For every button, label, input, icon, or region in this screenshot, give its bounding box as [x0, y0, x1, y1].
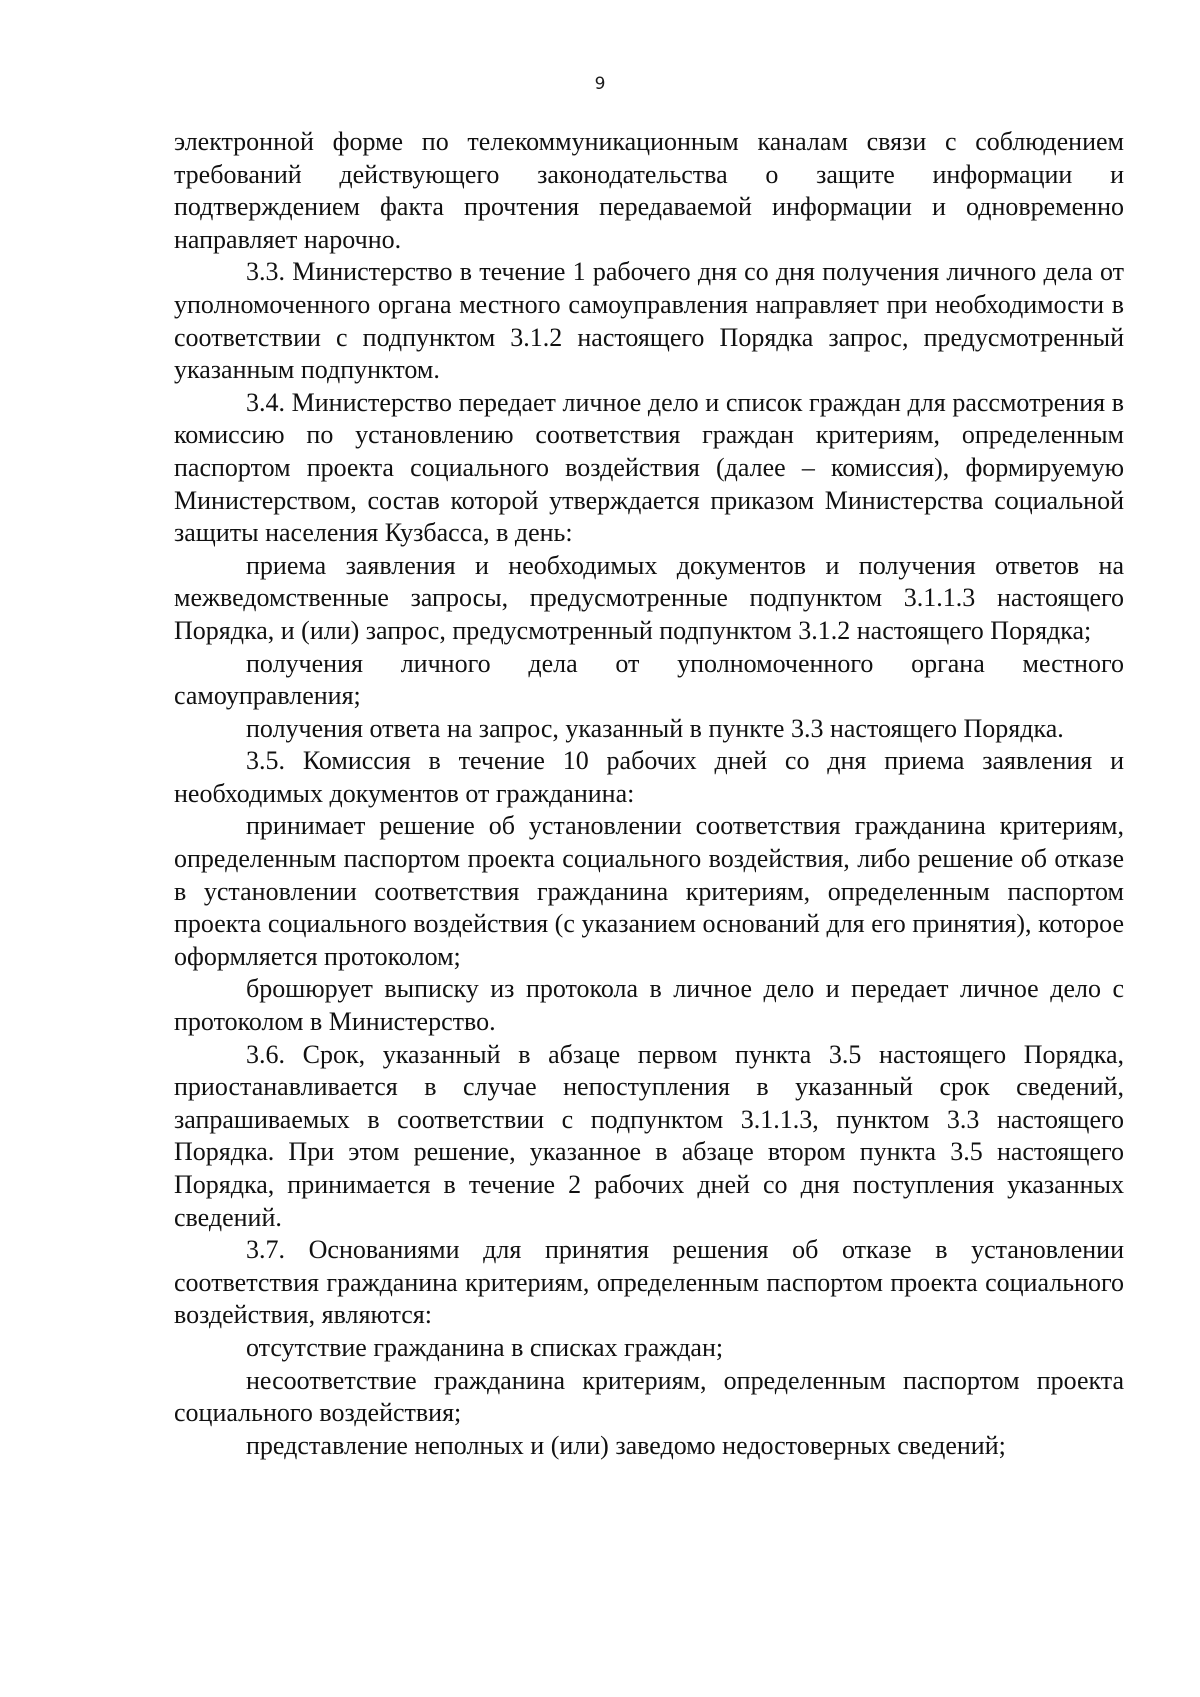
paragraph-continuation: электронной форме по телекоммуникационным каналам связи с соблюдением требований действующего законодательства о защите информации и подтверждением факта прочтения передаваемой информации и одновременно направляет нарочно. [174, 127, 1124, 254]
page-number: 9 [594, 74, 606, 94]
paragraph-3-5: 3.5. Комиссия в течение 10 рабочих дней со дня приема заявления и необходимых документов от гражданина: [174, 746, 1124, 808]
document-body [174, 126, 1124, 1462]
paragraph-3-4: 3.4. Министерство передает личное дело и список граждан для рассмотрения в комиссию по установлению соответствия граждан критериям, определенным паспортом проекта социального воздействия (далее – комиссия), формируемую Министерством, состав которой утверждается приказом Министерства социальной защиты населения Кузбасса, в день: [174, 387, 1124, 548]
paragraph-3-7-item-2: несоответствие гражданина критериям, определенным паспортом проекта социального воздействия; [174, 1365, 1124, 1428]
paragraph-3-4-item-1: приема заявления и необходимых документов и получения ответов на межведомственные запросы, предусмотренные подпунктом 3.1.1.3 настоящего Порядка, и (или) запрос, предусмотренный подпунктом 3.1.2 настоящего Порядка; [174, 550, 1124, 645]
paragraph-3-4-item-3: получения ответа на запрос, указанный в пункте 3.3 настоящего Порядка. [246, 713, 1064, 743]
paragraph-3-7-item-3: представление неполных и (или) заведомо недостоверных сведений; [246, 1430, 1006, 1460]
paragraph-3-4-item-2: получения личного дела от уполномоченного органа местного самоуправления; [174, 648, 1124, 711]
paragraph-3-5-item-2: брошюрует выписку из протокола в личное дело и передает личное дело с протоколом в Министерство. [174, 974, 1124, 1037]
paragraph-3-7-item-1: отсутствие гражданина в списках граждан; [246, 1332, 724, 1362]
paragraph-3-6: 3.6. Срок, указанный в абзаце первом пункта 3.5 настоящего Порядка, приостанавливается в случае непоступления в указанный срок сведений, запрашиваемых в соответствии с подпунктом 3.1.1.3, пунктом 3.3 настоящего Порядка. При этом решение, указанное в абзаце втором пункта 3.5 настоящего Порядка, принимается в течение 2 рабочих дней со дня поступления указанных сведений. [174, 1039, 1124, 1232]
paragraph-3-7: 3.7. Основаниями для принятия решения об отказе в установлении соответствия гражданина критериям, определенным паспортом проекта социального воздействия, являются: [174, 1235, 1124, 1330]
paragraph-3-3: 3.3. Министерство в течение 1 рабочего дня со дня получения личного дела от уполномоченного органа местного самоуправления направляет при необходимости в соответствии с подпунктом 3.1.2 настоящего Порядка запрос, предусмотренный указанным подпунктом. [174, 257, 1124, 385]
paragraph-3-5-item-1: принимает решение об установлении соответствия гражданина критериям, определенным паспортом проекта социального воздействия, либо решение об отказе в установлении соответствия гражданина критериям, определенным паспортом проекта социального воздействия (с указанием оснований для его принятия), которое оформляется протоколом; [174, 811, 1124, 971]
